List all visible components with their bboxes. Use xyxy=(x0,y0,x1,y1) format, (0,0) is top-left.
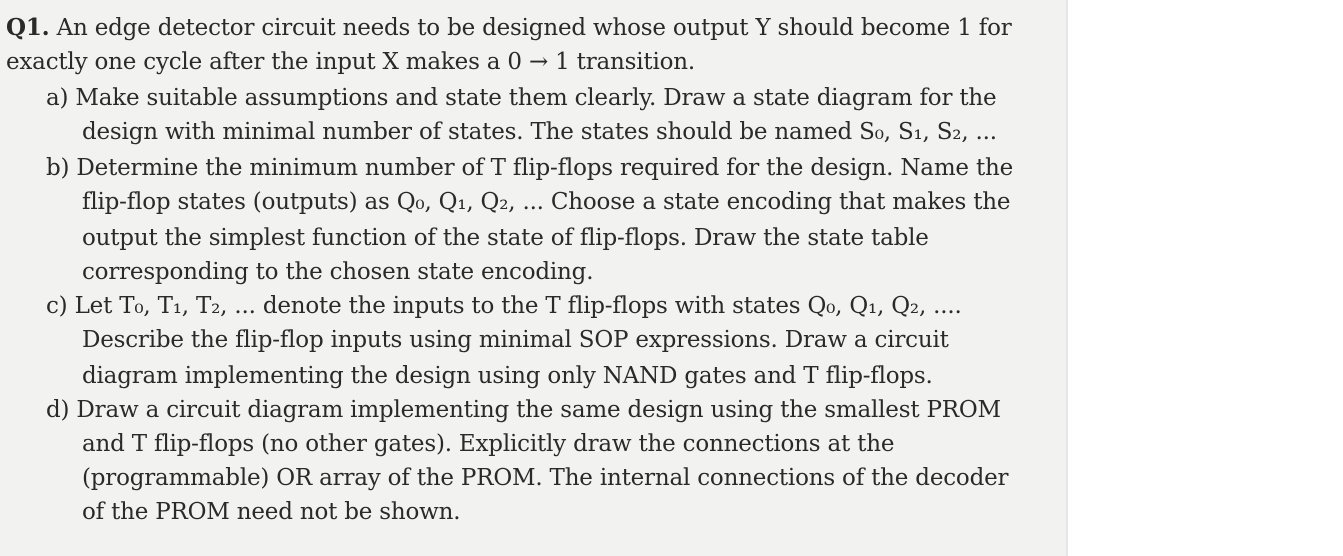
question-text-line-1: An edge detector circuit needs to be designed whose output Y should become 1 for xyxy=(56,15,1012,41)
part-c-text-line-3: diagram implementing the design using only NAND gates and T flip-flops. xyxy=(82,363,933,389)
question-number: Q1. xyxy=(6,14,50,41)
question-text-line-2: exactly one cycle after the input X makes a 0 → 1 transition. xyxy=(6,49,695,75)
part-a-label: a) xyxy=(46,85,69,111)
part-a-text-line-2: design with minimal number of states. The states should be named S₀, S₁, S₂, ... xyxy=(82,119,997,145)
part-d-text-line-4: of the PROM need not be shown. xyxy=(82,499,461,525)
part-c-text-line-2: Describe the flip-flop inputs using minimal SOP expressions. Draw a circuit xyxy=(82,327,949,353)
part-d-label: d) xyxy=(46,397,70,423)
part-c-text-line-1: Let T₀, T₁, T₂, ... denote the inputs to the T flip-flops with states Q₀, Q₁, Q₂, .... xyxy=(74,293,962,319)
part-a-text-line-1: Make suitable assumptions and state them clearly. Draw a state diagram for the xyxy=(75,85,997,111)
part-a-line-1 xyxy=(46,84,996,112)
part-d-text-line-2: and T flip-flops (no other gates). Explicitly draw the connections at the xyxy=(82,431,895,457)
part-b-text-line-3: output the simplest function of the state of flip-flops. Draw the state table xyxy=(82,225,929,251)
part-d-text-line-3: (programmable) OR array of the PROM. The internal connections of the decoder xyxy=(82,465,1009,491)
part-d-text-line-1: Draw a circuit diagram implementing the same design using the smallest PROM xyxy=(76,397,1001,423)
part-b-text-line-1: Determine the minimum number of T flip-flops required for the design. Name the xyxy=(76,155,1014,181)
question-line-1 xyxy=(6,14,1012,42)
part-b-text-line-4: corresponding to the chosen state encoding. xyxy=(82,259,594,285)
part-b-text-line-2: flip-flop states (outputs) as Q₀, Q₁, Q₂, ... Choose a state encoding that makes the xyxy=(82,189,1011,215)
part-c-label: c) xyxy=(46,293,68,319)
part-b-label: b) xyxy=(46,155,70,181)
part-c-line-1 xyxy=(46,292,962,320)
photo-right-edge xyxy=(1066,0,1068,556)
part-d-line-1 xyxy=(46,396,1001,424)
part-b-line-1 xyxy=(46,154,1013,182)
